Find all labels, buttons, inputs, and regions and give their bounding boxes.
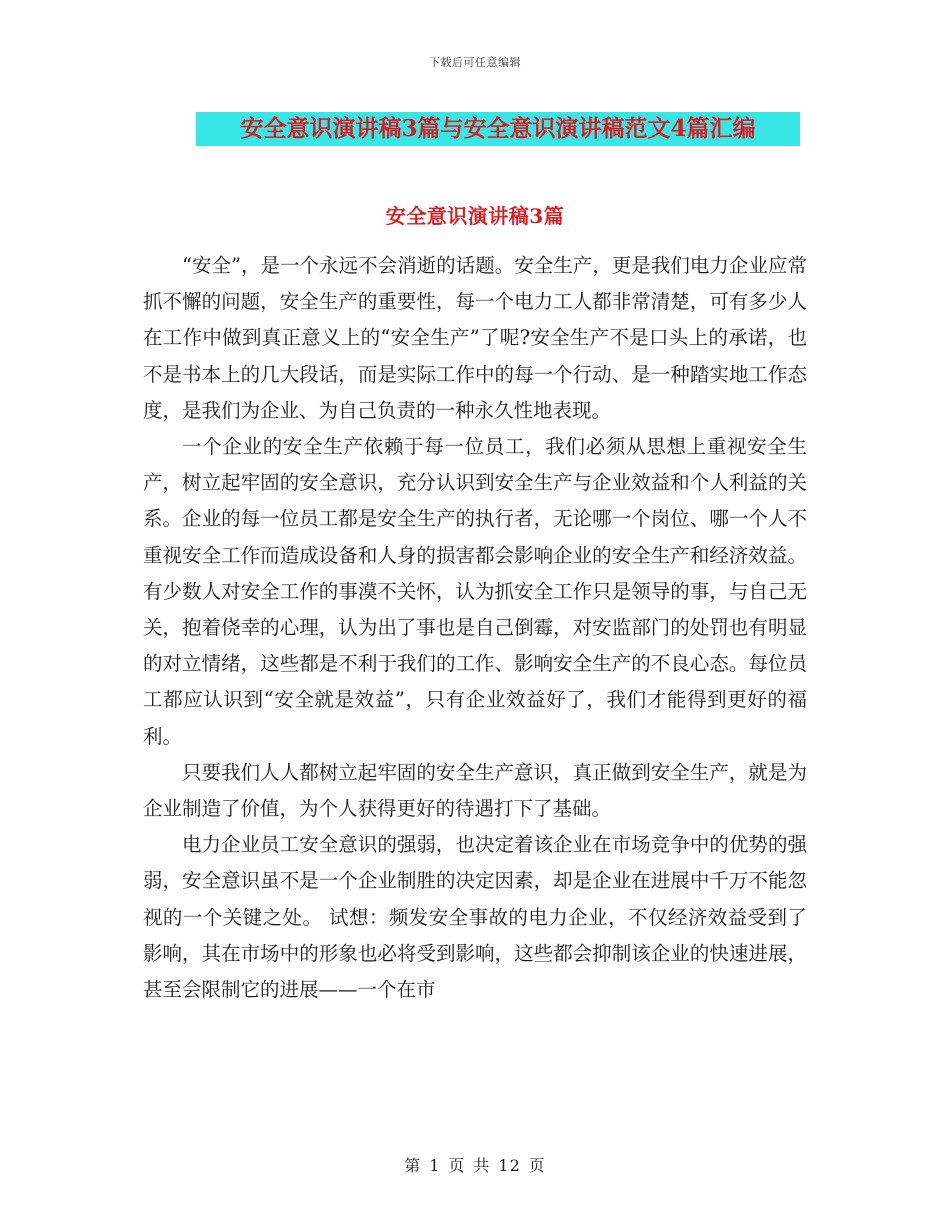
section-title: 安全意识演讲稿3篇 [385, 204, 565, 228]
footer-page-word: 页 [448, 1156, 466, 1175]
body-text [143, 248, 807, 1008]
header-note: 下载后可任意编辑 [429, 56, 521, 69]
footer-prefix: 第 [404, 1156, 422, 1175]
paragraph-2: 一个企业的安全生产依赖于每一位员工，我们必须从思想上重视安全生产，树立起牢固的安全意识，充分认识到安全生产与企业效益和个人利益的关系。企业的每一位员工都是安全生产的执行者，无论哪一个岗位、哪一个人不重视安全工作而造成设备和人身的损害都会影响企业的安全生产和经济效益。有少数人对安全工作的事漠不关怀，认为抓安全工作只是领导的事，与自己无关，抱着侥幸的心理，认为出了事也是自己倒霉，对安监部门的处罚也有明显的对立情绪，这些都是不利于我们的工作、影响安全生产的不良心态。每位员工都应认识到“安全就是效益”，只有企业效益好了，我们才能得到更好的福利。 [143, 435, 807, 748]
footer-total-word: 共 [473, 1156, 491, 1175]
footer-page-number: 1 [429, 1156, 441, 1175]
main-title: 安全意识演讲稿3篇与安全意识演讲稿范文4篇汇编 [240, 115, 756, 142]
paragraph-3: 只要我们人人都树立起牢固的安全生产意识，真正做到安全生产，就是为企业制造了价值，为个人获得更好的待遇打下了基础。 [143, 760, 807, 821]
footer-total-pages: 12 [498, 1156, 521, 1175]
main-title-highlight [196, 112, 800, 146]
footer-suffix: 页 [528, 1156, 546, 1175]
page-footer [0, 1153, 950, 1176]
paragraph-4: 电力企业员工安全意识的强弱，也决定着该企业在市场竞争中的优势的强弱，安全意识虽不是一个企业制胜的决定因素，却是企业在进展中千万不能忽视的一个关键之处。 试想：频发安全事故的电力企业，不仅经济效益受到了影响，其在市场中的形象也必将受到影响，这些都会抑制该企业的快速进展，甚至会限制它的进展——一个在市 [143, 833, 807, 1002]
paragraph-1: “安全”，是一个永远不会消逝的话题。安全生产，更是我们电力企业应常抓不懈的问题，安全生产的重要性，每一个电力工人都非常清楚，可有多少人在工作中做到真正意义上的“安全生产”了呢?安全生产不是口头上的承诺，也不是书本上的几大段话，而是实际工作中的每一个行动、是一种踏实地工作态度，是我们为企业、为自己负责的一种永久性地表现。 [143, 254, 807, 422]
